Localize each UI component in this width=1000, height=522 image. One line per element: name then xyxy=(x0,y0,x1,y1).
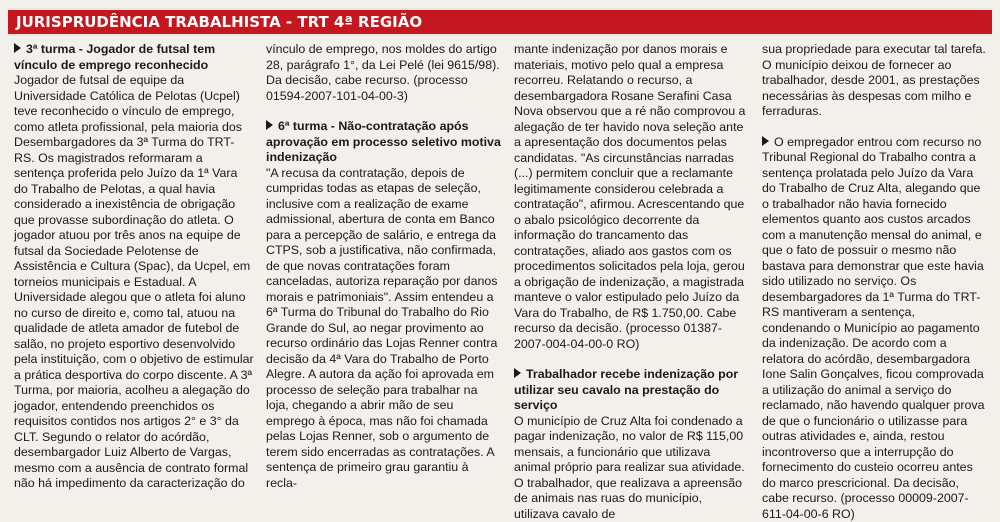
column-2 xyxy=(260,42,508,482)
article-continuation: vínculo de emprego, nos moldes do artigo 28, parágrafo 1°, da Lei Pelé (lei 9615/98). Da decisão, cabe recurso. (processo 01594-2007-101-04-00-3) xyxy=(266,42,502,104)
column-3 xyxy=(508,42,756,482)
column-1 xyxy=(8,42,260,482)
article-headline: Trabalhador recebe indenização por utilizar seu cavalo na prestação do serviço xyxy=(514,367,750,414)
article-headline: 6ª turma - Não-contratação após aprovação em processo seletivo motiva indenização xyxy=(266,119,502,166)
column-4 xyxy=(756,42,992,482)
article-continuation: mante indenização por danos morais e materiais, motivo pelo qual a empresa recorreu. Relatando o recurso, a desembargadora Rosane Serafini Casa Nova observou que a ré não comprovou a alegação de ter havido nova seleção ante a apresentação dos documentos pelas candidatas. "As circunstâncias narradas (...) permitem concluir que a reclamante legitimamente considerou celebrada a contratação", afirmou. Acrescentando que o abalo psicológico decorrente da informação do trancamento das contratações, aliado aos gastos com os procedimentos solicitados pela loja, gerou a obrigação de indenização, a magistrada manteve o valor estipulado pelo Juízo da Vara do Trabalho, de R$ 1.750,00. Cabe recurso da decisão. (processo 01387-2007-004-04-00-0 RO) xyxy=(514,42,750,352)
article-headline: 3ª turma - Jogador de futsal tem vínculo de emprego reconhecido xyxy=(14,42,254,73)
bullet-arrow-icon xyxy=(762,136,769,146)
section-title: JURISPRUDÊNCIA TRABALHISTA - TRT 4ª REGIÃO xyxy=(16,13,422,31)
article-body: O empregador entrou com recurso no Tribunal Regional do Trabalho contra a sentença prolatada pelo Juízo da Vara do Trabalho de Cruz Alta, alegando que o trabalhador não havia fornecido elementos quanto aos custos arcados com a manutenção mensal do animal, e que o fato de possuir o mesmo não bastava para demonstrar que este havia sido utilizado no serviço. Os desembargadores da 1ª Turma do TRT-RS mantiveram a sentença, condenando o Município ao pagamento da indenização. De acordo com a relatora do acórdão, desembargadora Ione Salin Gonçalves, ficou comprovada a utilização do animal a serviço do reclamado, não havendo qualquer prova de que o funcionário o utilizasse para outras atividades e, ainda, restou incontroverso que a interrupção do fornecimento do custeio ocorreu antes do marco prescricional. Da decisão, cabe recurso. (processo 00009-2007-611-04-00-6 RO) xyxy=(762,135,986,522)
article-continuation: sua propriedade para executar tal tarefa. O município deixou de fornecer ao trabalhador, desde 2001, as prestações necessárias às despesas com milho e ferraduras. xyxy=(762,42,986,120)
article-columns xyxy=(8,42,992,482)
article-body: "A recusa da contratação, depois de cumpridas todas as etapas de seleção, inclusive com a realização de exame admissional, abertura de conta em Banco para a percepção de salário, e entrega da CTPS, sob a justificativa, não confirmada, de que novas contratações foram canceladas, autoriza reparação por danos morais e patrimoniais". Assim entendeu a 6ª Turma do Tribunal do Trabalho do Rio Grande do Sul, ao negar provimento ao recurso ordinário das Lojas Renner contra decisão da 4ª Vara do Trabalho de Porto Alegre. A autora da ação foi aprovada em processo de seleção para trabalhar na loja, chegando a abrir mão de seu emprego à época, mas não foi chamada pelas Lojas Renner, sob o argumento de terem sido encerradas as contratações. A sentença de primeiro grau garantiu à recla- xyxy=(266,166,502,492)
bullet-arrow-icon xyxy=(14,43,21,53)
article-body: O município de Cruz Alta foi condenado a pagar indenização, no valor de R$ 115,00 mensais, a funcionário que utilizava animal próprio para realizar sua atividade. O trabalhador, que realizava a apreensão de animais nas ruas do município, utilizava cavalo de xyxy=(514,414,750,522)
bullet-arrow-icon xyxy=(514,368,521,378)
article-body: Jogador de futsal de equipe da Universidade Católica de Pelotas (Ucpel) teve reconhecido o vínculo de emprego, como atleta profissional, pela maioria dos Desembargadores da 3ª Turma do TRT-RS. Os magistrados reformaram a sentença proferida pelo Juízo da 1ª Vara do Trabalho de Pelotas, a qual havia considerado a inexistência de obrigação que provasse subordinação do atleta. O jogador atuou por três anos na equipe de futsal da Sociedade Pelotense de Assistência e Cultura (Spac), da Ucpel, em torneios municipais e Estadual. A Universidade alegou que o atleta foi aluno no curso de direito e, como tal, atuou na qualidade de atleta amador de futebol de salão, no projeto esportivo desenvolvido pela instituição, com o objetivo de estimular a prática desportiva do corpo discente. A 3ª Turma, por maioria, acolheu a alegação do jogador, entendendo preenchidos os requisitos contidos nos artigos 2° e 3° da CLT. Segundo o relator do acórdão, desembargador Luiz Alberto de Vargas, mesmo com a ausência de contrato formal não há impedimento da caracterização do xyxy=(14,73,254,492)
section-header xyxy=(8,8,992,36)
bullet-arrow-icon xyxy=(266,120,273,130)
